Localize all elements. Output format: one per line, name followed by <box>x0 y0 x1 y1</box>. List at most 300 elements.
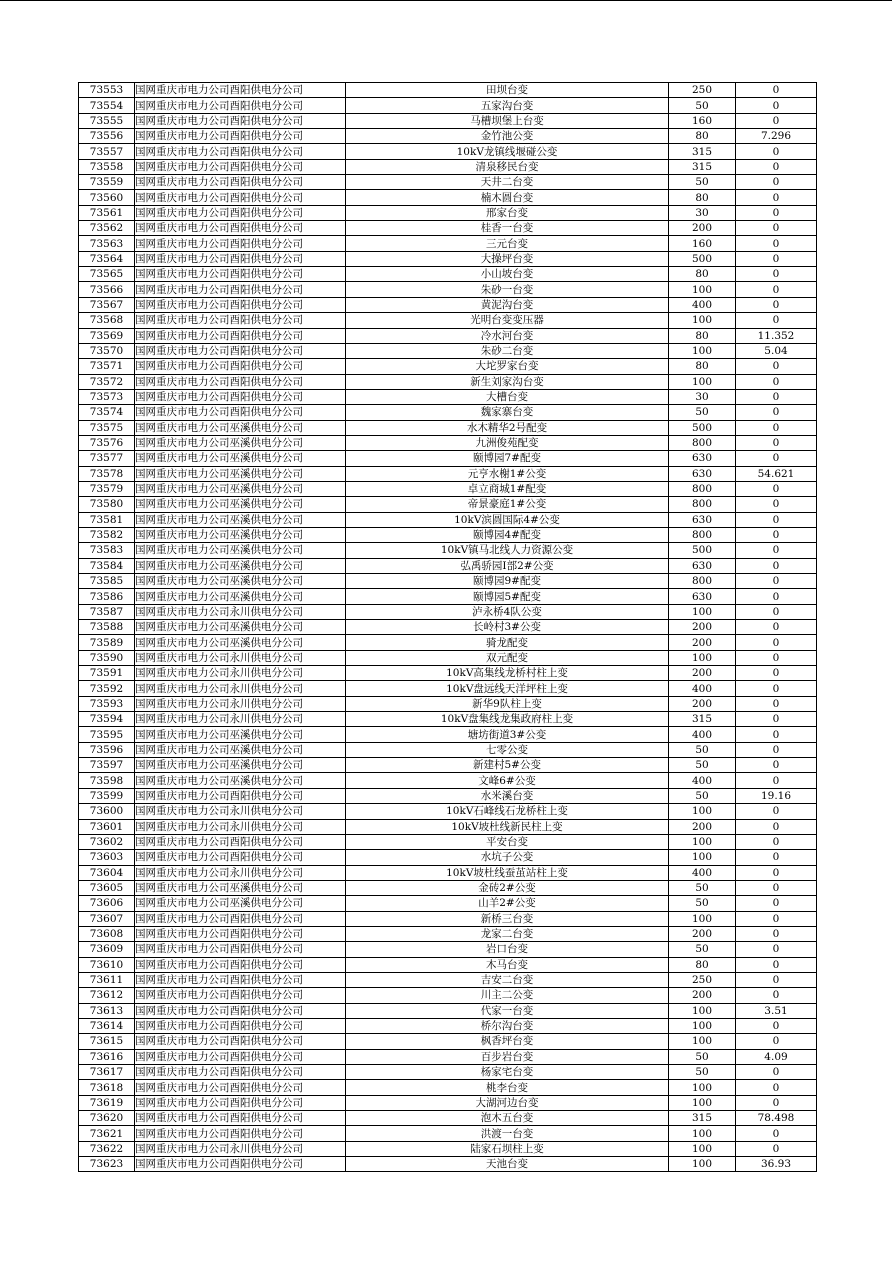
company-cell: 国网重庆市电力公司巫溪供电分公司 <box>135 466 346 481</box>
capacity-cell: 100 <box>669 313 736 328</box>
value-cell: 0 <box>736 742 817 757</box>
row-id-cell: 73614 <box>79 1018 135 1033</box>
capacity-cell: 100 <box>669 1034 736 1049</box>
capacity-cell: 400 <box>669 865 736 880</box>
row-id-cell: 73607 <box>79 911 135 926</box>
transformer-name-cell: 颐博园7#配变 <box>346 451 669 466</box>
transformer-name-cell: 枫香坪台变 <box>346 1034 669 1049</box>
company-cell: 国网重庆市电力公司永川供电分公司 <box>135 1141 346 1156</box>
row-id-cell: 73567 <box>79 297 135 312</box>
capacity-cell: 50 <box>669 758 736 773</box>
value-cell: 0 <box>736 773 817 788</box>
table-row <box>79 405 817 420</box>
table-row <box>79 144 817 159</box>
table-row <box>79 988 817 1003</box>
table-row <box>79 666 817 681</box>
capacity-cell: 200 <box>669 926 736 941</box>
row-id-cell: 73595 <box>79 727 135 742</box>
row-id-cell: 73592 <box>79 681 135 696</box>
company-cell: 国网重庆市电力公司酉阳供电分公司 <box>135 98 346 113</box>
value-cell: 0 <box>736 681 817 696</box>
capacity-cell: 50 <box>669 98 736 113</box>
capacity-cell: 200 <box>669 221 736 236</box>
transformer-name-cell: 10kV高集线龙桥村柱上变 <box>346 666 669 681</box>
capacity-cell: 800 <box>669 574 736 589</box>
company-cell: 国网重庆市电力公司巫溪供电分公司 <box>135 481 346 496</box>
value-cell: 0 <box>736 942 817 957</box>
value-cell: 0 <box>736 1141 817 1156</box>
transformer-name-cell: 天池台变 <box>346 1157 669 1172</box>
value-cell: 0 <box>736 175 817 190</box>
row-id-cell: 73578 <box>79 466 135 481</box>
transformer-name-cell: 新建村5#公变 <box>346 758 669 773</box>
transformer-name-cell: 水米溪台变 <box>346 788 669 803</box>
table-row <box>79 788 817 803</box>
transformer-name-cell: 代家一台变 <box>346 1003 669 1018</box>
capacity-cell: 200 <box>669 988 736 1003</box>
value-cell: 0 <box>736 666 817 681</box>
row-id-cell: 73605 <box>79 880 135 895</box>
row-id-cell: 73603 <box>79 850 135 865</box>
transformer-name-cell: 泡木五台变 <box>346 1111 669 1126</box>
capacity-cell: 100 <box>669 604 736 619</box>
transformer-name-cell: 10kV石峰线石龙桥柱上变 <box>346 804 669 819</box>
table-row <box>79 819 817 834</box>
capacity-cell: 80 <box>669 359 736 374</box>
value-cell: 0 <box>736 1080 817 1095</box>
transformer-name-cell: 水木精华2号配变 <box>346 420 669 435</box>
transformer-name-cell: 大操坪台变 <box>346 251 669 266</box>
company-cell: 国网重庆市电力公司酉阳供电分公司 <box>135 389 346 404</box>
capacity-cell: 100 <box>669 1157 736 1172</box>
transformer-name-cell: 双元配变 <box>346 650 669 665</box>
company-cell: 国网重庆市电力公司巫溪供电分公司 <box>135 527 346 542</box>
company-cell: 国网重庆市电力公司巫溪供电分公司 <box>135 451 346 466</box>
capacity-cell: 30 <box>669 389 736 404</box>
capacity-cell: 160 <box>669 236 736 251</box>
value-cell: 7.296 <box>736 129 817 144</box>
table-row <box>79 911 817 926</box>
transformer-name-cell: 天井二台变 <box>346 175 669 190</box>
row-id-cell: 73613 <box>79 1003 135 1018</box>
capacity-cell: 80 <box>669 190 736 205</box>
transformer-name-cell: 朱砂一台变 <box>346 282 669 297</box>
transformer-name-cell: 朱砂二台变 <box>346 343 669 358</box>
table-row <box>79 328 817 343</box>
row-id-cell: 73560 <box>79 190 135 205</box>
row-id-cell: 73558 <box>79 159 135 174</box>
value-cell: 0 <box>736 405 817 420</box>
transformer-name-cell: 陆家石坝柱上变 <box>346 1141 669 1156</box>
table-row <box>79 1126 817 1141</box>
transformer-name-cell: 长岭村3#公变 <box>346 620 669 635</box>
capacity-cell: 630 <box>669 558 736 573</box>
transformer-name-cell: 小山坡台变 <box>346 267 669 282</box>
table-row <box>79 359 817 374</box>
value-cell: 0 <box>736 850 817 865</box>
value-cell: 0 <box>736 481 817 496</box>
value-cell: 0 <box>736 1095 817 1110</box>
value-cell: 0 <box>736 712 817 727</box>
company-cell: 国网重庆市电力公司永川供电分公司 <box>135 604 346 619</box>
capacity-cell: 315 <box>669 1111 736 1126</box>
value-cell: 0 <box>736 1065 817 1080</box>
row-id-cell: 73593 <box>79 696 135 711</box>
row-id-cell: 73604 <box>79 865 135 880</box>
company-cell: 国网重庆市电力公司巫溪供电分公司 <box>135 635 346 650</box>
row-id-cell: 73566 <box>79 282 135 297</box>
row-id-cell: 73577 <box>79 451 135 466</box>
company-cell: 国网重庆市电力公司巫溪供电分公司 <box>135 589 346 604</box>
capacity-cell: 200 <box>669 666 736 681</box>
capacity-cell: 100 <box>669 343 736 358</box>
capacity-cell: 800 <box>669 497 736 512</box>
capacity-cell: 100 <box>669 1018 736 1033</box>
transformer-name-cell: 新生刘家沟台变 <box>346 374 669 389</box>
value-cell: 0 <box>736 819 817 834</box>
capacity-cell: 50 <box>669 942 736 957</box>
capacity-cell: 400 <box>669 773 736 788</box>
value-cell: 0 <box>736 251 817 266</box>
company-cell: 国网重庆市电力公司永川供电分公司 <box>135 865 346 880</box>
row-id-cell: 73565 <box>79 267 135 282</box>
value-cell: 0 <box>736 83 817 98</box>
company-cell: 国网重庆市电力公司酉阳供电分公司 <box>135 1157 346 1172</box>
company-cell: 国网重庆市电力公司酉阳供电分公司 <box>135 359 346 374</box>
capacity-cell: 500 <box>669 543 736 558</box>
table-row <box>79 497 817 512</box>
transformer-name-cell: 光明台变变压器 <box>346 313 669 328</box>
company-cell: 国网重庆市电力公司巫溪供电分公司 <box>135 773 346 788</box>
company-cell: 国网重庆市电力公司酉阳供电分公司 <box>135 988 346 1003</box>
company-cell: 国网重庆市电力公司酉阳供电分公司 <box>135 221 346 236</box>
company-cell: 国网重庆市电力公司酉阳供电分公司 <box>135 144 346 159</box>
row-id-cell: 73610 <box>79 957 135 972</box>
transformer-name-cell: 百步岩台变 <box>346 1049 669 1064</box>
table-row <box>79 1018 817 1033</box>
row-id-cell: 73576 <box>79 435 135 450</box>
row-id-cell: 73556 <box>79 129 135 144</box>
value-cell: 0 <box>736 113 817 128</box>
row-id-cell: 73600 <box>79 804 135 819</box>
row-id-cell: 73580 <box>79 497 135 512</box>
table-row <box>79 113 817 128</box>
company-cell: 国网重庆市电力公司酉阳供电分公司 <box>135 343 346 358</box>
capacity-cell: 315 <box>669 159 736 174</box>
row-id-cell: 73574 <box>79 405 135 420</box>
transformer-name-cell: 10kV坡杜线新民柱上变 <box>346 819 669 834</box>
capacity-cell: 50 <box>669 742 736 757</box>
table-row <box>79 251 817 266</box>
company-cell: 国网重庆市电力公司永川供电分公司 <box>135 819 346 834</box>
transformer-name-cell: 10kV坡杜线蚕茧站柱上变 <box>346 865 669 880</box>
table-row <box>79 865 817 880</box>
company-cell: 国网重庆市电力公司巫溪供电分公司 <box>135 512 346 527</box>
capacity-cell: 100 <box>669 1095 736 1110</box>
row-id-cell: 73582 <box>79 527 135 542</box>
company-cell: 国网重庆市电力公司永川供电分公司 <box>135 650 346 665</box>
capacity-cell: 30 <box>669 205 736 220</box>
value-cell: 3.51 <box>736 1003 817 1018</box>
value-cell: 0 <box>736 604 817 619</box>
transformer-name-cell: 颐博园9#配变 <box>346 574 669 589</box>
table-row <box>79 267 817 282</box>
row-id-cell: 73572 <box>79 374 135 389</box>
row-id-cell: 73583 <box>79 543 135 558</box>
company-cell: 国网重庆市电力公司酉阳供电分公司 <box>135 972 346 987</box>
table-row <box>79 620 817 635</box>
capacity-cell: 100 <box>669 850 736 865</box>
company-cell: 国网重庆市电力公司酉阳供电分公司 <box>135 282 346 297</box>
table-row <box>79 727 817 742</box>
row-id-cell: 73594 <box>79 712 135 727</box>
row-id-cell: 73612 <box>79 988 135 1003</box>
company-cell: 国网重庆市电力公司巫溪供电分公司 <box>135 880 346 895</box>
value-cell: 0 <box>736 865 817 880</box>
transformer-name-cell: 大坨罗家台变 <box>346 359 669 374</box>
value-cell: 78.498 <box>736 1111 817 1126</box>
value-cell: 0 <box>736 1034 817 1049</box>
value-cell: 0 <box>736 144 817 159</box>
transformer-name-cell: 平安台变 <box>346 834 669 849</box>
company-cell: 国网重庆市电力公司酉阳供电分公司 <box>135 1003 346 1018</box>
table-row <box>79 1095 817 1110</box>
capacity-cell: 50 <box>669 788 736 803</box>
company-cell: 国网重庆市电力公司酉阳供电分公司 <box>135 1065 346 1080</box>
capacity-cell: 100 <box>669 650 736 665</box>
transformer-name-cell: 文峰6#公变 <box>346 773 669 788</box>
company-cell: 国网重庆市电力公司永川供电分公司 <box>135 666 346 681</box>
value-cell: 0 <box>736 574 817 589</box>
capacity-cell: 200 <box>669 696 736 711</box>
table-row <box>79 773 817 788</box>
table-row <box>79 926 817 941</box>
transformer-name-cell: 楠木圆台变 <box>346 190 669 205</box>
value-cell: 0 <box>736 190 817 205</box>
table-row <box>79 1157 817 1172</box>
transformer-name-cell: 木马台变 <box>346 957 669 972</box>
table-row <box>79 558 817 573</box>
capacity-cell: 50 <box>669 896 736 911</box>
company-cell: 国网重庆市电力公司巫溪供电分公司 <box>135 420 346 435</box>
transformer-name-cell: 10kV盘集线龙集政府柱上变 <box>346 712 669 727</box>
row-id-cell: 73609 <box>79 942 135 957</box>
table-row <box>79 129 817 144</box>
company-cell: 国网重庆市电力公司酉阳供电分公司 <box>135 834 346 849</box>
value-cell: 19.16 <box>736 788 817 803</box>
row-id-cell: 73590 <box>79 650 135 665</box>
capacity-cell: 250 <box>669 972 736 987</box>
company-cell: 国网重庆市电力公司酉阳供电分公司 <box>135 850 346 865</box>
value-cell: 0 <box>736 221 817 236</box>
value-cell: 0 <box>736 1126 817 1141</box>
table-row <box>79 343 817 358</box>
table-row <box>79 159 817 174</box>
value-cell: 0 <box>736 267 817 282</box>
row-id-cell: 73555 <box>79 113 135 128</box>
capacity-cell: 800 <box>669 481 736 496</box>
value-cell: 4.09 <box>736 1049 817 1064</box>
row-id-cell: 73554 <box>79 98 135 113</box>
transformer-name-cell: 卓立商城1#配变 <box>346 481 669 496</box>
table-row <box>79 589 817 604</box>
transformer-name-cell: 龙家二台变 <box>346 926 669 941</box>
company-cell: 国网重庆市电力公司永川供电分公司 <box>135 712 346 727</box>
capacity-cell: 250 <box>669 83 736 98</box>
value-cell: 0 <box>736 313 817 328</box>
capacity-cell: 100 <box>669 804 736 819</box>
company-cell: 国网重庆市电力公司酉阳供电分公司 <box>135 911 346 926</box>
transformer-name-cell: 10kV滨圆国际4#公变 <box>346 512 669 527</box>
company-cell: 国网重庆市电力公司巫溪供电分公司 <box>135 543 346 558</box>
transformer-name-cell: 大槽台变 <box>346 389 669 404</box>
table-row <box>79 650 817 665</box>
value-cell: 0 <box>736 236 817 251</box>
capacity-cell: 100 <box>669 1126 736 1141</box>
value-cell: 0 <box>736 497 817 512</box>
row-id-cell: 73620 <box>79 1111 135 1126</box>
transformer-name-cell: 元亨水榭1#公变 <box>346 466 669 481</box>
table-row <box>79 190 817 205</box>
company-cell: 国网重庆市电力公司酉阳供电分公司 <box>135 129 346 144</box>
row-id-cell: 73621 <box>79 1126 135 1141</box>
value-cell: 0 <box>736 834 817 849</box>
value-cell: 0 <box>736 620 817 635</box>
row-id-cell: 73601 <box>79 819 135 834</box>
capacity-cell: 630 <box>669 466 736 481</box>
table-row <box>79 1065 817 1080</box>
value-cell: 0 <box>736 543 817 558</box>
table-row <box>79 435 817 450</box>
company-cell: 国网重庆市电力公司巫溪供电分公司 <box>135 620 346 635</box>
table-row <box>79 957 817 972</box>
company-cell: 国网重庆市电力公司酉阳供电分公司 <box>135 942 346 957</box>
transformer-name-cell: 水坑子公变 <box>346 850 669 865</box>
capacity-cell: 80 <box>669 957 736 972</box>
row-id-cell: 73608 <box>79 926 135 941</box>
transformer-name-cell: 10kV盘远线天洋坪柱上变 <box>346 681 669 696</box>
row-id-cell: 73585 <box>79 574 135 589</box>
capacity-cell: 80 <box>669 129 736 144</box>
row-id-cell: 73561 <box>79 205 135 220</box>
company-cell: 国网重庆市电力公司酉阳供电分公司 <box>135 251 346 266</box>
capacity-cell: 500 <box>669 420 736 435</box>
value-cell: 0 <box>736 282 817 297</box>
table-row <box>79 313 817 328</box>
table-row <box>79 1034 817 1049</box>
transformer-name-cell: 邢家台变 <box>346 205 669 220</box>
value-cell: 5.04 <box>736 343 817 358</box>
row-id-cell: 73584 <box>79 558 135 573</box>
table-row <box>79 742 817 757</box>
value-cell: 0 <box>736 635 817 650</box>
table-row <box>79 236 817 251</box>
company-cell: 国网重庆市电力公司酉阳供电分公司 <box>135 236 346 251</box>
transformer-name-cell: 洪渡一台变 <box>346 1126 669 1141</box>
table-row <box>79 972 817 987</box>
value-cell: 0 <box>736 435 817 450</box>
table-row <box>79 481 817 496</box>
company-cell: 国网重庆市电力公司酉阳供电分公司 <box>135 788 346 803</box>
company-cell: 国网重庆市电力公司巫溪供电分公司 <box>135 497 346 512</box>
row-id-cell: 73568 <box>79 313 135 328</box>
capacity-cell: 800 <box>669 435 736 450</box>
table-row <box>79 83 817 98</box>
value-cell: 0 <box>736 205 817 220</box>
capacity-cell: 100 <box>669 911 736 926</box>
transformer-name-cell: 泸永桥4队公变 <box>346 604 669 619</box>
table-row <box>79 681 817 696</box>
table-row <box>79 282 817 297</box>
company-cell: 国网重庆市电力公司酉阳供电分公司 <box>135 205 346 220</box>
transformer-name-cell: 10kV镇马北线人力资源公变 <box>346 543 669 558</box>
table-row <box>79 1141 817 1156</box>
row-id-cell: 73581 <box>79 512 135 527</box>
capacity-cell: 80 <box>669 267 736 282</box>
capacity-cell: 160 <box>669 113 736 128</box>
table-row <box>79 1049 817 1064</box>
value-cell: 0 <box>736 512 817 527</box>
table-row <box>79 389 817 404</box>
value-cell: 0 <box>736 527 817 542</box>
company-cell: 国网重庆市电力公司酉阳供电分公司 <box>135 1080 346 1095</box>
row-id-cell: 73553 <box>79 83 135 98</box>
company-cell: 国网重庆市电力公司巫溪供电分公司 <box>135 742 346 757</box>
capacity-cell: 200 <box>669 620 736 635</box>
capacity-cell: 400 <box>669 297 736 312</box>
value-cell: 36.93 <box>736 1157 817 1172</box>
row-id-cell: 73586 <box>79 589 135 604</box>
transformer-name-cell: 桥尔沟台变 <box>346 1018 669 1033</box>
transformer-name-cell: 新华9队柱上变 <box>346 696 669 711</box>
capacity-cell: 100 <box>669 1141 736 1156</box>
value-cell: 0 <box>736 988 817 1003</box>
value-cell: 0 <box>736 972 817 987</box>
company-cell: 国网重庆市电力公司酉阳供电分公司 <box>135 1034 346 1049</box>
row-id-cell: 73619 <box>79 1095 135 1110</box>
table-row <box>79 420 817 435</box>
transformer-name-cell: 桂香一台变 <box>346 221 669 236</box>
table-row <box>79 942 817 957</box>
row-id-cell: 73570 <box>79 343 135 358</box>
row-id-cell: 73622 <box>79 1141 135 1156</box>
row-id-cell: 73563 <box>79 236 135 251</box>
row-id-cell: 73611 <box>79 972 135 987</box>
transformer-name-cell: 岩口台变 <box>346 942 669 957</box>
row-id-cell: 73596 <box>79 742 135 757</box>
table-row <box>79 712 817 727</box>
capacity-cell: 500 <box>669 251 736 266</box>
transformer-name-cell: 10kV龙镇线堰碰公变 <box>346 144 669 159</box>
table-row <box>79 604 817 619</box>
company-cell: 国网重庆市电力公司巫溪供电分公司 <box>135 574 346 589</box>
company-cell: 国网重庆市电力公司酉阳供电分公司 <box>135 297 346 312</box>
capacity-cell: 315 <box>669 144 736 159</box>
capacity-cell: 630 <box>669 451 736 466</box>
value-cell: 0 <box>736 98 817 113</box>
company-cell: 国网重庆市电力公司酉阳供电分公司 <box>135 1111 346 1126</box>
company-cell: 国网重庆市电力公司永川供电分公司 <box>135 681 346 696</box>
value-cell: 0 <box>736 896 817 911</box>
row-id-cell: 73591 <box>79 666 135 681</box>
value-cell: 0 <box>736 696 817 711</box>
transformer-name-cell: 清泉移民台变 <box>346 159 669 174</box>
company-cell: 国网重庆市电力公司酉阳供电分公司 <box>135 374 346 389</box>
transformer-name-cell: 川主二公变 <box>346 988 669 1003</box>
value-cell: 11.352 <box>736 328 817 343</box>
row-id-cell: 73562 <box>79 221 135 236</box>
value-cell: 0 <box>736 911 817 926</box>
